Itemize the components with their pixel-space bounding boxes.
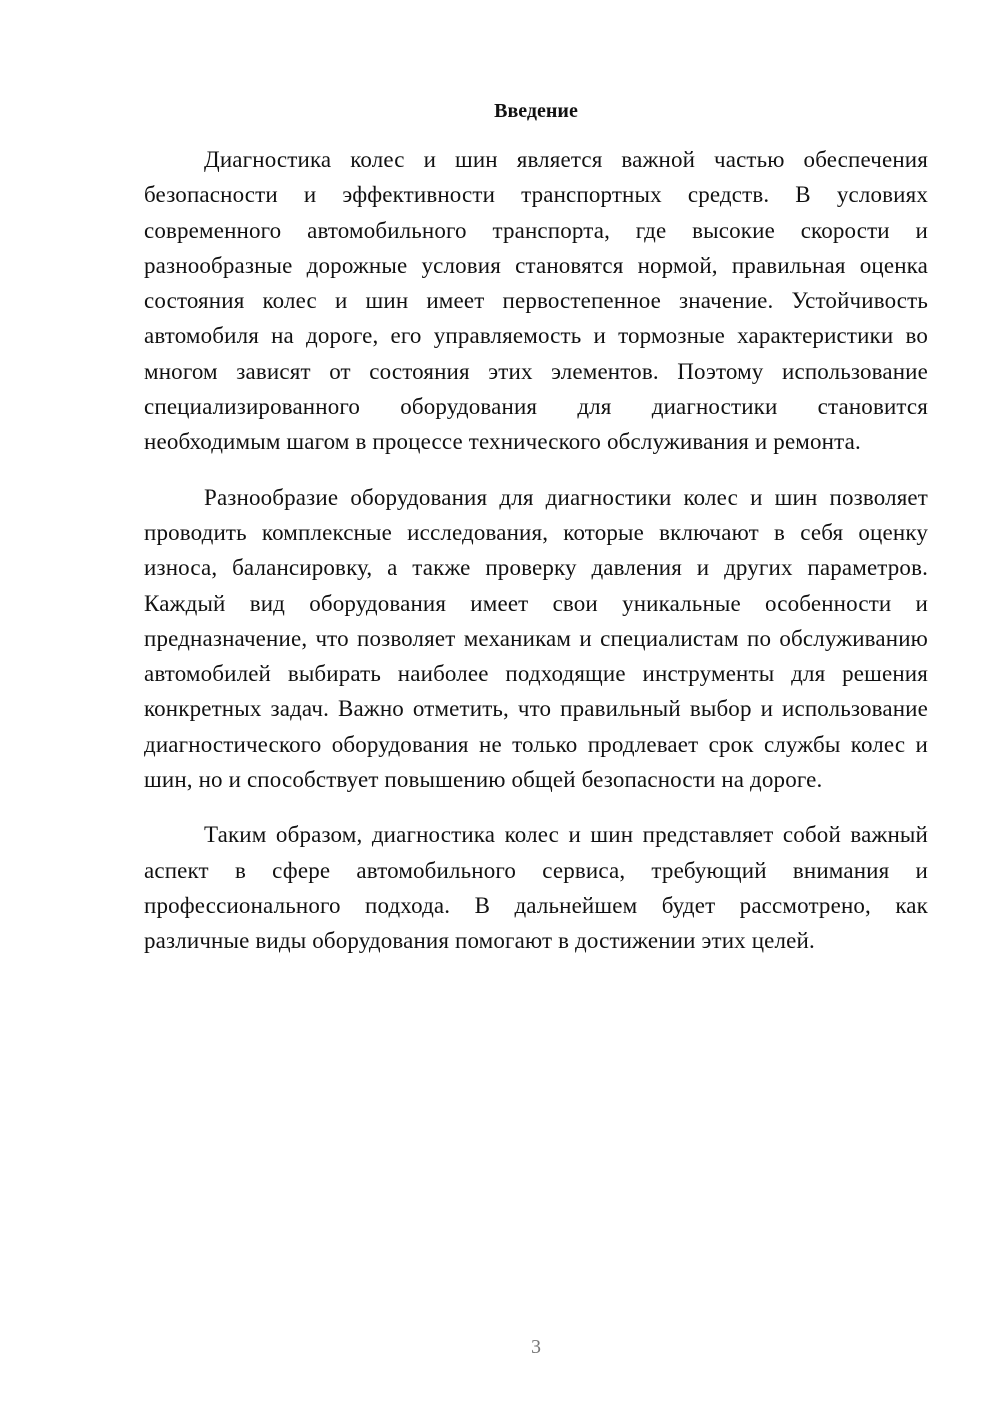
- paragraph-1: Диагностика колес и шин является важной частью обеспечения безопасности и эффективности транспортных средств. В условиях современного автомобильного транспорта, где высокие скорости и разнообразные дорожные условия становятся нормой, правильная оценка состояния колес и шин имеет первостепенное значение. Устойчивость автомобиля на дороге, его управляемость и тормозные характеристики во многом зависят от состояния этих элементов. Поэтому использование специализированного оборудования для диагностики становится необходимым шагом в процессе технического обслуживания и ремонта.: [144, 147, 928, 455]
- section-title: Введение: [494, 100, 578, 122]
- page-number: 3: [531, 1336, 541, 1358]
- paragraph-2: Разнообразие оборудования для диагностики колес и шин позволяет проводить комплексные исследования, которые включают в себя оценку износа, балансировку, а также проверку давления и других параметров. Каждый вид оборудования имеет свои уникальные особенности и предназначение, что позволяет механикам и специалистам по обслуживанию автомобилей выбирать наиболее подходящие инструменты для решения конкретных задач. Важно отметить, что правильный выбор и использование диагностического оборудования не только продлевает срок службы колес и шин, но и способствует повышению общей безопасности на дороге.: [144, 484, 928, 793]
- body-text: [144, 142, 928, 959]
- paragraph-3: Таким образом, диагностика колес и шин представляет собой важный аспект в сфере автомобильного сервиса, требующий внимания и профессионального подхода. В дальнейшем будет рассмотрено, как различные виды оборудования помогают в достижении этих целей.: [144, 822, 928, 954]
